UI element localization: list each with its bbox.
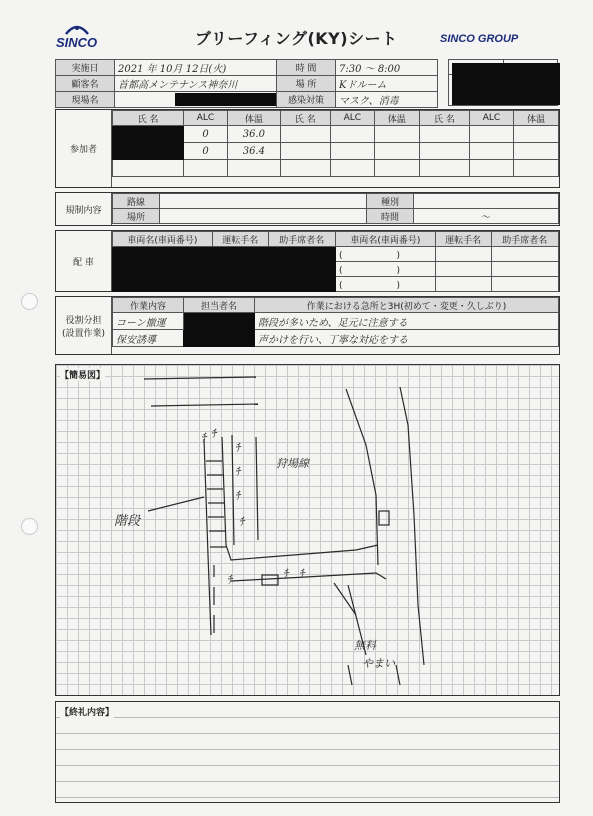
- participants-header: 氏 名: [113, 111, 184, 126]
- sketch-label-stairs: 階段: [114, 514, 141, 529]
- type-label: 種別: [367, 194, 414, 209]
- role-task: コーン撤運: [113, 313, 184, 330]
- time-label: 時 間: [277, 60, 336, 76]
- participants-header: 氏 名: [419, 111, 469, 126]
- participants-header: ALC: [184, 111, 228, 126]
- client-label: 顧客名: [56, 76, 115, 92]
- roles-header: 作業内容: [113, 298, 184, 313]
- time-value: 7:30 ～ 8:00: [336, 60, 438, 76]
- closing-caption: 【終礼内容】: [60, 705, 114, 718]
- regulation-label: 規制内容: [56, 193, 112, 225]
- svg-text:ﾁ: ﾁ: [212, 427, 218, 440]
- alc-value: 0: [184, 126, 228, 143]
- role-point: 声かけを行い、丁寧な対応をする: [255, 330, 559, 347]
- punch-hole: [21, 518, 38, 535]
- participants-section: [55, 109, 560, 188]
- vehicles-table: [112, 231, 559, 292]
- vehicles-header: 運転手名: [435, 232, 491, 247]
- role-task: 保安誘導: [113, 330, 184, 347]
- site-label: 現場名: [56, 92, 115, 108]
- sinco-logo: [56, 22, 97, 50]
- svg-text:ﾁ: ﾁ: [240, 515, 246, 528]
- role-point: 階段が多いため、足元に注意する: [255, 313, 559, 330]
- roles-section: [55, 296, 560, 355]
- participants-header: 氏 名: [280, 111, 330, 126]
- page-title: ブリーフィング(KY)シート: [195, 29, 398, 48]
- roles-table: [112, 297, 559, 347]
- svg-text:ﾁ: ﾁ: [300, 567, 306, 580]
- participants-label: 参加者: [56, 110, 112, 187]
- participants-header: ALC: [330, 111, 374, 126]
- logo-mark-icon: [64, 22, 90, 35]
- roles-label: 役割分担 (設置作業): [56, 297, 112, 354]
- vehicles-header: 運転手名: [212, 232, 268, 247]
- place-label: 場所: [113, 209, 160, 224]
- infection-label: 感染対策: [277, 92, 336, 108]
- vehicles-header: 車両名(車両番号): [113, 232, 213, 247]
- place-value: Kドルーム: [336, 76, 438, 92]
- vehicles-header: 助手席者名: [491, 232, 558, 247]
- svg-text:ﾁ: ﾁ: [202, 431, 208, 444]
- date-value: 2021 年 10月 12日(火): [115, 60, 277, 76]
- info-table: [55, 59, 438, 108]
- date-label: 実施日: [56, 60, 115, 76]
- sketch-label-note1: 無料: [354, 639, 376, 652]
- route-label: 路線: [113, 194, 160, 209]
- place-label: 場 所: [277, 76, 336, 92]
- reg-time-sep: ～: [414, 209, 559, 224]
- sketch-section: [55, 364, 560, 696]
- sinco-group-logo: SINCO GROUP: [440, 33, 519, 45]
- site-value: [115, 92, 277, 108]
- temp-value: 36.0: [228, 126, 281, 143]
- vehicle-paren: ( ): [335, 247, 435, 262]
- redaction-block: [452, 63, 560, 105]
- reg-time-label: 時間: [367, 209, 414, 224]
- closing-section: [55, 701, 560, 803]
- participants-table: [112, 110, 559, 177]
- svg-text:ﾁ: ﾁ: [284, 567, 290, 580]
- svg-text:ﾁ: ﾁ: [236, 441, 242, 454]
- vehicles-section: [55, 230, 560, 292]
- svg-text:ﾁ: ﾁ: [236, 489, 242, 502]
- roles-header: 担当者名: [184, 298, 255, 313]
- vehicle-paren: ( ): [335, 262, 435, 277]
- svg-text:ﾁ: ﾁ: [228, 573, 234, 586]
- sketch-label-line: 狩場線: [276, 457, 309, 470]
- vehicles-header: 車両名(車両番号): [335, 232, 435, 247]
- sketch-caption: 【簡易図】: [60, 368, 105, 381]
- svg-text:ﾁ: ﾁ: [236, 465, 242, 478]
- participants-header: 体温: [374, 111, 419, 126]
- regulation-section: [55, 192, 560, 226]
- vehicles-header: 助手席者名: [268, 232, 335, 247]
- alc-value: 0: [184, 143, 228, 160]
- participants-header: ALC: [469, 111, 513, 126]
- punch-hole: [21, 293, 38, 310]
- sketch-label-note2: やまい: [362, 657, 395, 670]
- participants-header: 体温: [228, 111, 281, 126]
- roles-header: 作業における急所と3H(初めて・変更・久しぶり): [255, 298, 559, 313]
- logo-left-text: SINCO: [56, 35, 98, 50]
- vehicle-paren: ( ): [335, 277, 435, 292]
- site-sketch: [56, 365, 559, 695]
- infection-value: マスク、消毒: [336, 92, 438, 108]
- redaction-block: [175, 93, 277, 106]
- regulation-table: [112, 193, 559, 224]
- participants-header: 体温: [513, 111, 558, 126]
- client-value: 首都高メンテナンス神奈川: [115, 76, 277, 92]
- temp-value: 36.4: [228, 143, 281, 160]
- vehicles-label: 配 車: [56, 231, 112, 291]
